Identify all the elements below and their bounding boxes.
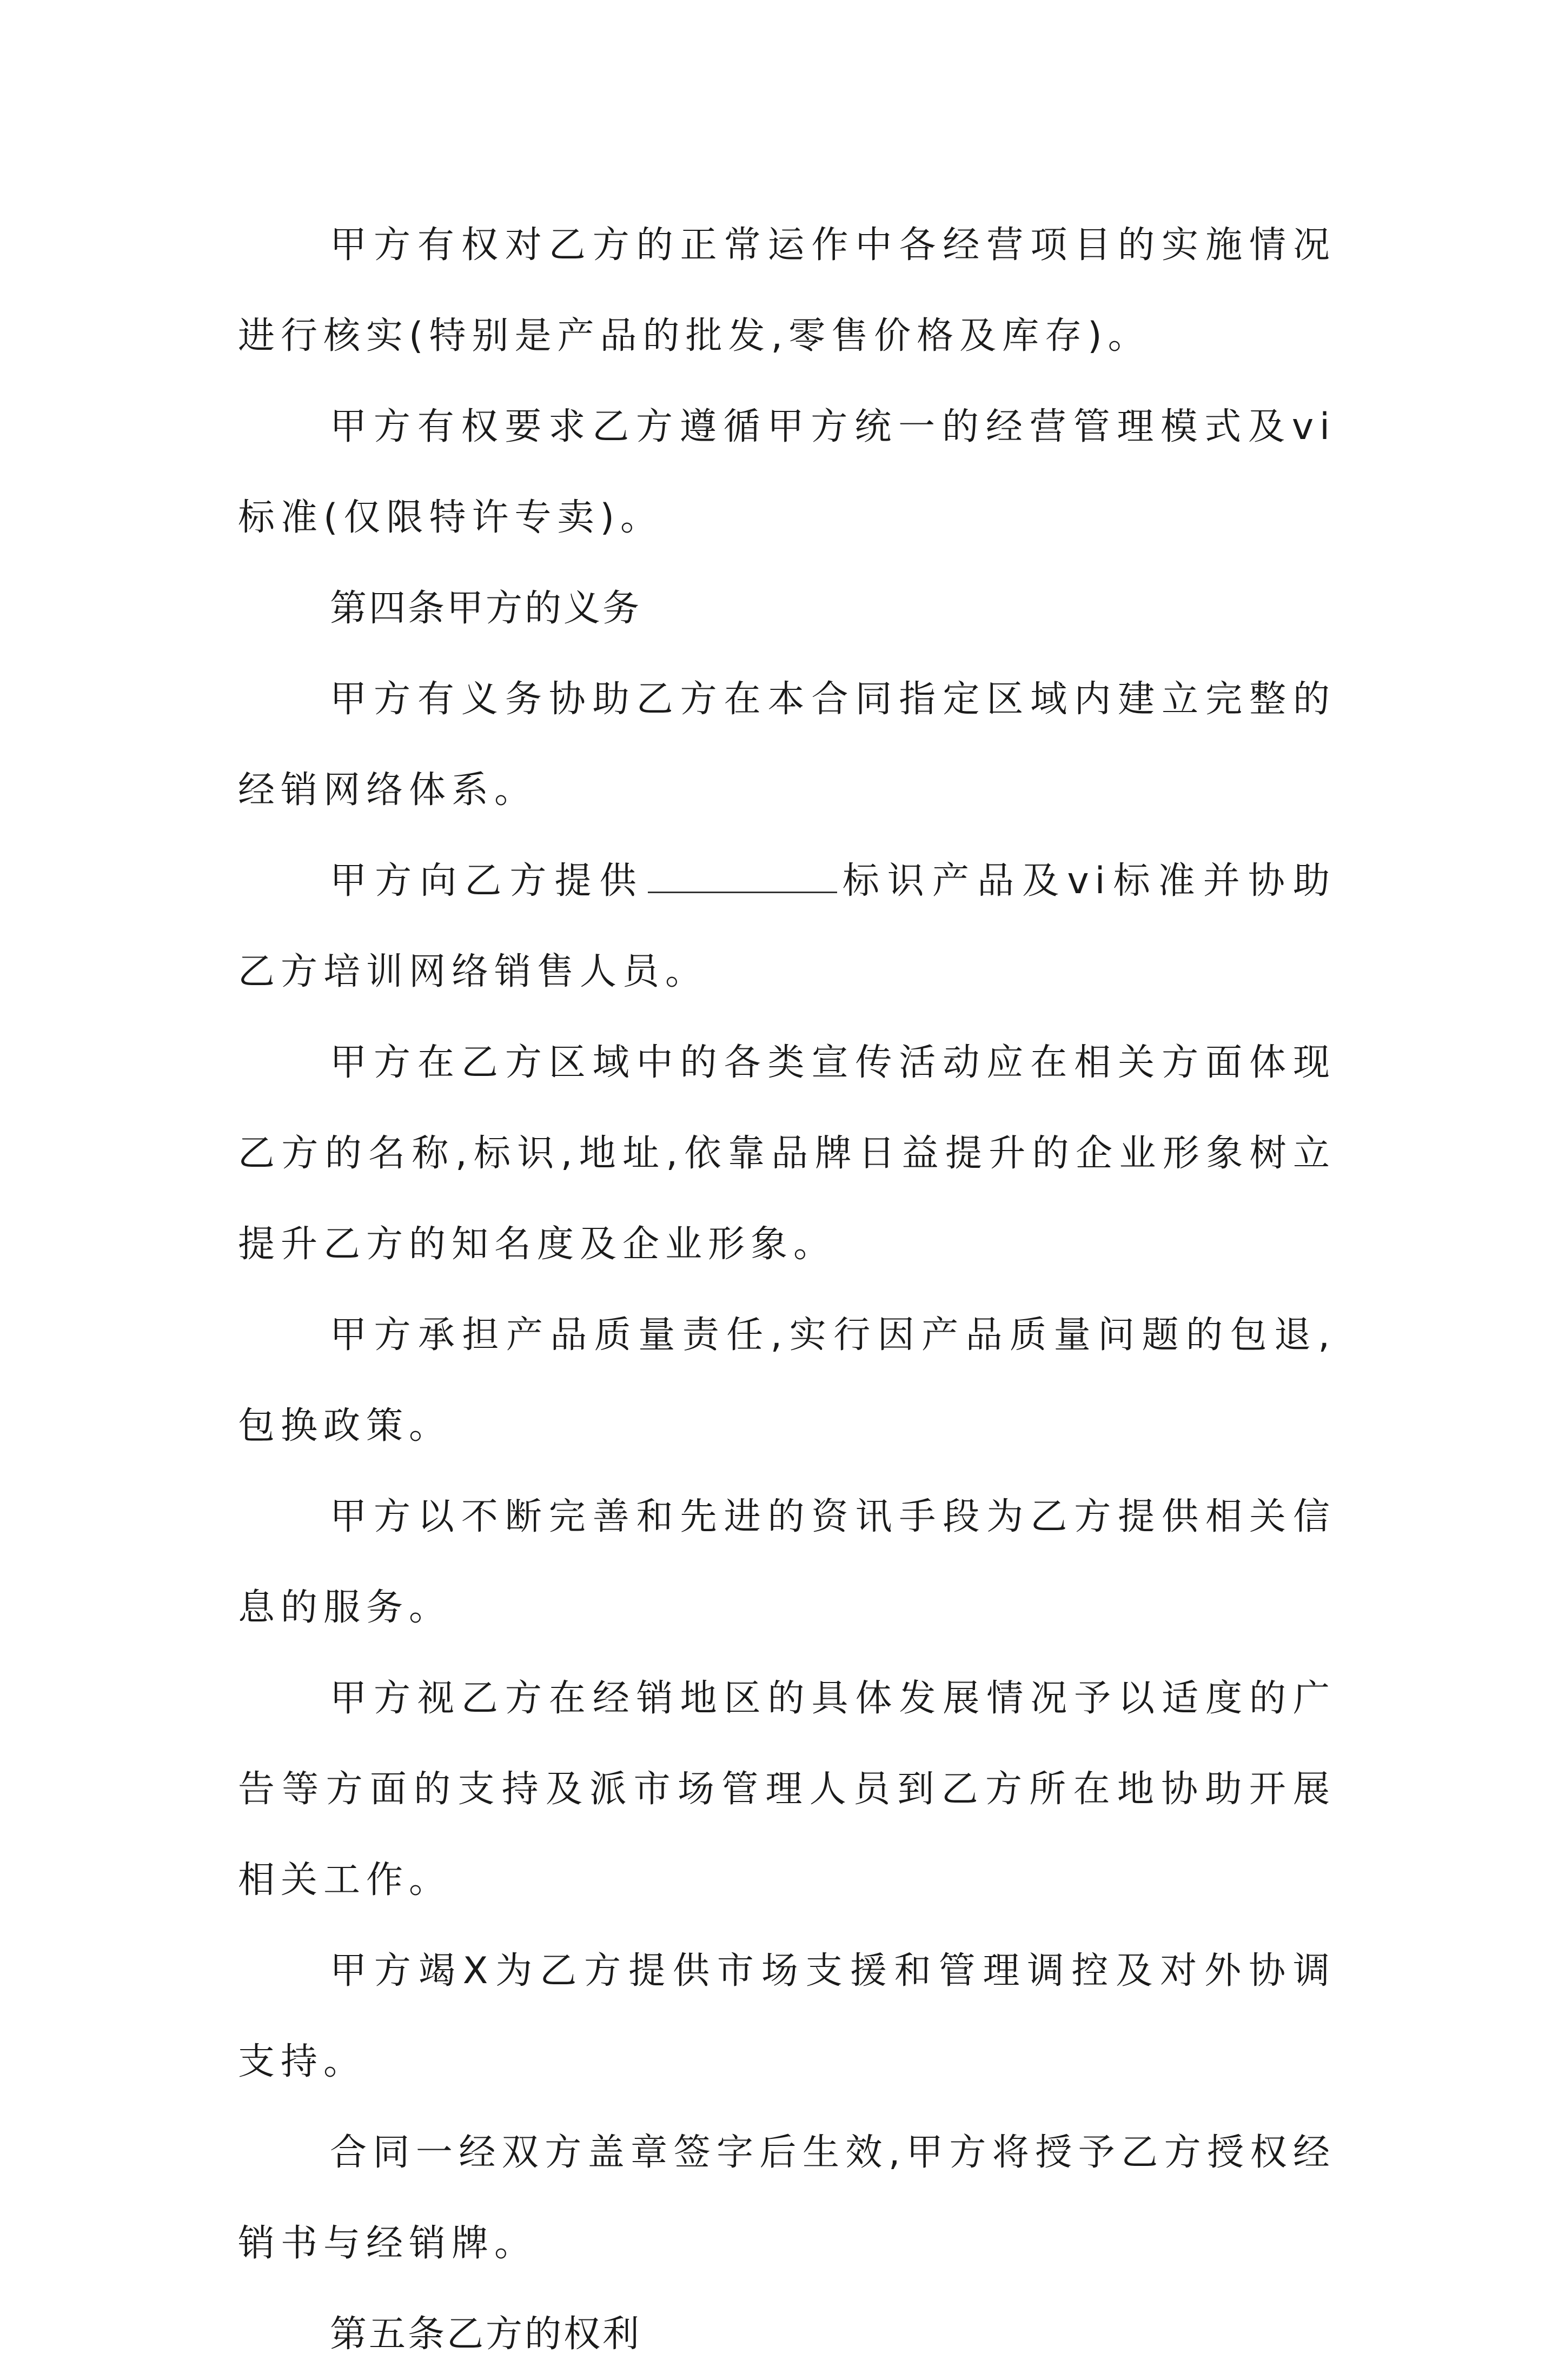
paragraph-verify-rights: 甲方有权对乙方的正常运作中各经营项目的实施情况进行核实(特别是产品的批发,零售价格及库存)。 [238, 224, 1336, 357]
paragraph-advertising-support: 甲方视乙方在经销地区的具体发展情况予以适度的广告等方面的支持及派市场管理人员到乙方所在地协助开展相关工作。 [238, 1677, 1336, 1902]
section-heading-article-4: 第四条甲方的义务 [330, 587, 642, 630]
paragraph-contract-effect: 合同一经双方盖章签字后生效,甲方将授予乙方授权经销书与经销牌。 [238, 2131, 1336, 2265]
paragraph-market-support: 甲方竭X为乙方提供市场支援和管理调控及对外协调支持。 [238, 1950, 1336, 2083]
paragraph-promotion: 甲方在乙方区域中的各类宣传活动应在相关方面体现乙方的名称,标识,地址,依靠品牌日益提升的企业形象树立提升乙方的知名度及企业形象。 [238, 1041, 1336, 1266]
paragraph-information-service: 甲方以不断完善和先进的资讯手段为乙方提供相关信息的服务。 [238, 1495, 1336, 1629]
paragraph-provide-logo-after: 标识产品及vi标准并协助乙方培训网络销售人员。 [238, 860, 1336, 993]
paragraph-network-assist: 甲方有义务协助乙方在本合同指定区域内建立完整的经销网络体系。 [238, 678, 1336, 812]
paragraph-quality: 甲方承担产品质量责任,实行因产品质量问题的包退,包换政策。 [238, 1314, 1336, 1447]
section-heading-article-5: 第五条乙方的权利 [330, 2313, 642, 2356]
paragraph-provide-logo-before: 甲方向乙方提供 [330, 860, 645, 902]
paragraph-management-mode: 甲方有权要求乙方遵循甲方统一的经营管理模式及vi标准(仅限特许专卖)。 [238, 405, 1336, 539]
document-body [238, 200, 1336, 2380]
paragraph-provide-logo [238, 836, 1336, 1018]
fill-in-blank [648, 859, 837, 893]
